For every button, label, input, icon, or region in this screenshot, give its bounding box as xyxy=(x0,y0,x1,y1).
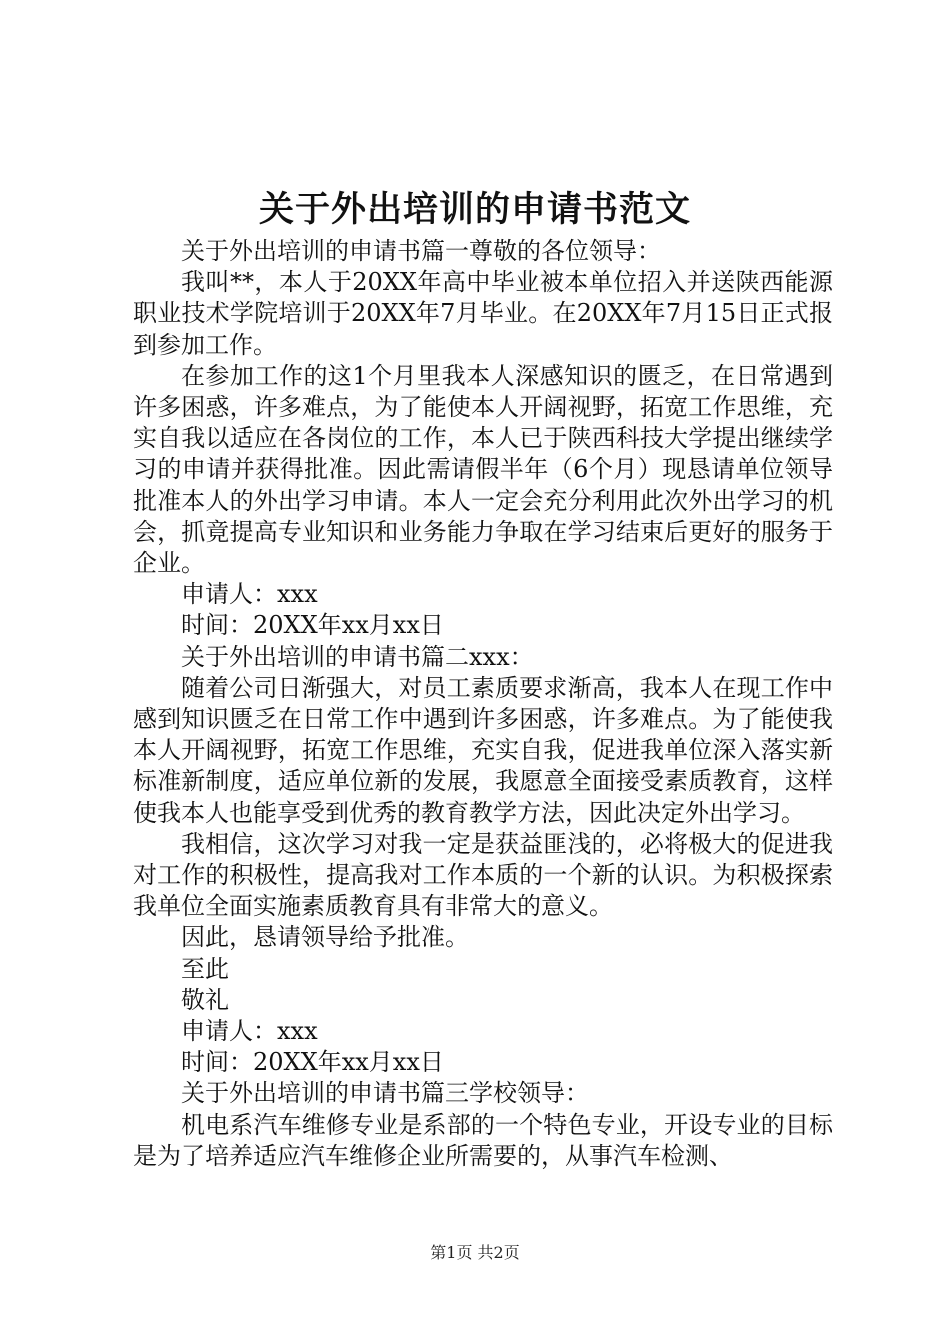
paragraph: 因此，恳请领导给予批准。 xyxy=(181,923,469,952)
page-footer: 第1页 共2页 xyxy=(430,1243,520,1262)
paragraph: 时间：20XX年xx月xx日 xyxy=(181,611,444,640)
paragraph: 申请人：xxx xyxy=(181,580,318,609)
paragraph: 关于外出培训的申请书篇二xxx： xyxy=(181,642,534,671)
document-body xyxy=(133,236,833,1172)
paragraph: 我相信，这次学习对我一定是获益匪浅的，必将极大的促进我对工作的积极性，提高我对工作本质的一个新的认识。为积极探索我单位全面实施素质教育具有非常大的意义。 xyxy=(133,829,833,921)
paragraph: 申请人：xxx xyxy=(181,1017,318,1046)
paragraph: 至此 xyxy=(181,954,229,983)
paragraph: 随着公司日渐强大，对员工素质要求渐高，我本人在现工作中感到知识匮乏在日常工作中遇到许多困惑，许多难点。为了能使我本人开阔视野，拓宽工作思维，充实自我，促进我单位深入落实新标准新制度，适应单位新的发展，我愿意全面接受素质教育，这样使我本人也能享受到优秀的教育教学方法，因此决定外出学习。 xyxy=(133,673,833,827)
paragraph: 时间：20XX年xx月xx日 xyxy=(181,1048,444,1077)
paragraph: 我叫**，本人于20XX年高中毕业被本单位招入并送陕西能源职业技术学院培训于20XX年7月毕业。在20XX年7月15日正式报到参加工作。 xyxy=(133,268,833,359)
paragraph: 关于外出培训的申请书篇一尊敬的各位领导： xyxy=(181,237,661,265)
paragraph: 机电系汽车维修专业是系部的一个特色专业，开设专业的目标是为了培养适应汽车维修企业所需要的，从事汽车检测、 xyxy=(133,1110,833,1170)
paragraph: 关于外出培训的申请书篇三学校领导： xyxy=(181,1079,589,1108)
document-title: 关于外出培训的申请书范文 xyxy=(258,189,691,230)
paragraph: 在参加工作的这1个月里我本人深感知识的匮乏，在日常遇到许多困惑，许多难点，为了能使本人开阔视野，拓宽工作思维，充实自我以适应在各岗位的工作，本人已于陕西科技大学提出继续学习的申请并获得批准。因此需请假半年（6个月）现恳请单位领导批准本人的外出学习申请。本人一定会充分利用此次外出学习的机会，抓竟提高专业知识和业务能力争取在学习结束后更好的服务于企业。 xyxy=(133,361,833,578)
paragraph: 敬礼 xyxy=(181,985,229,1014)
